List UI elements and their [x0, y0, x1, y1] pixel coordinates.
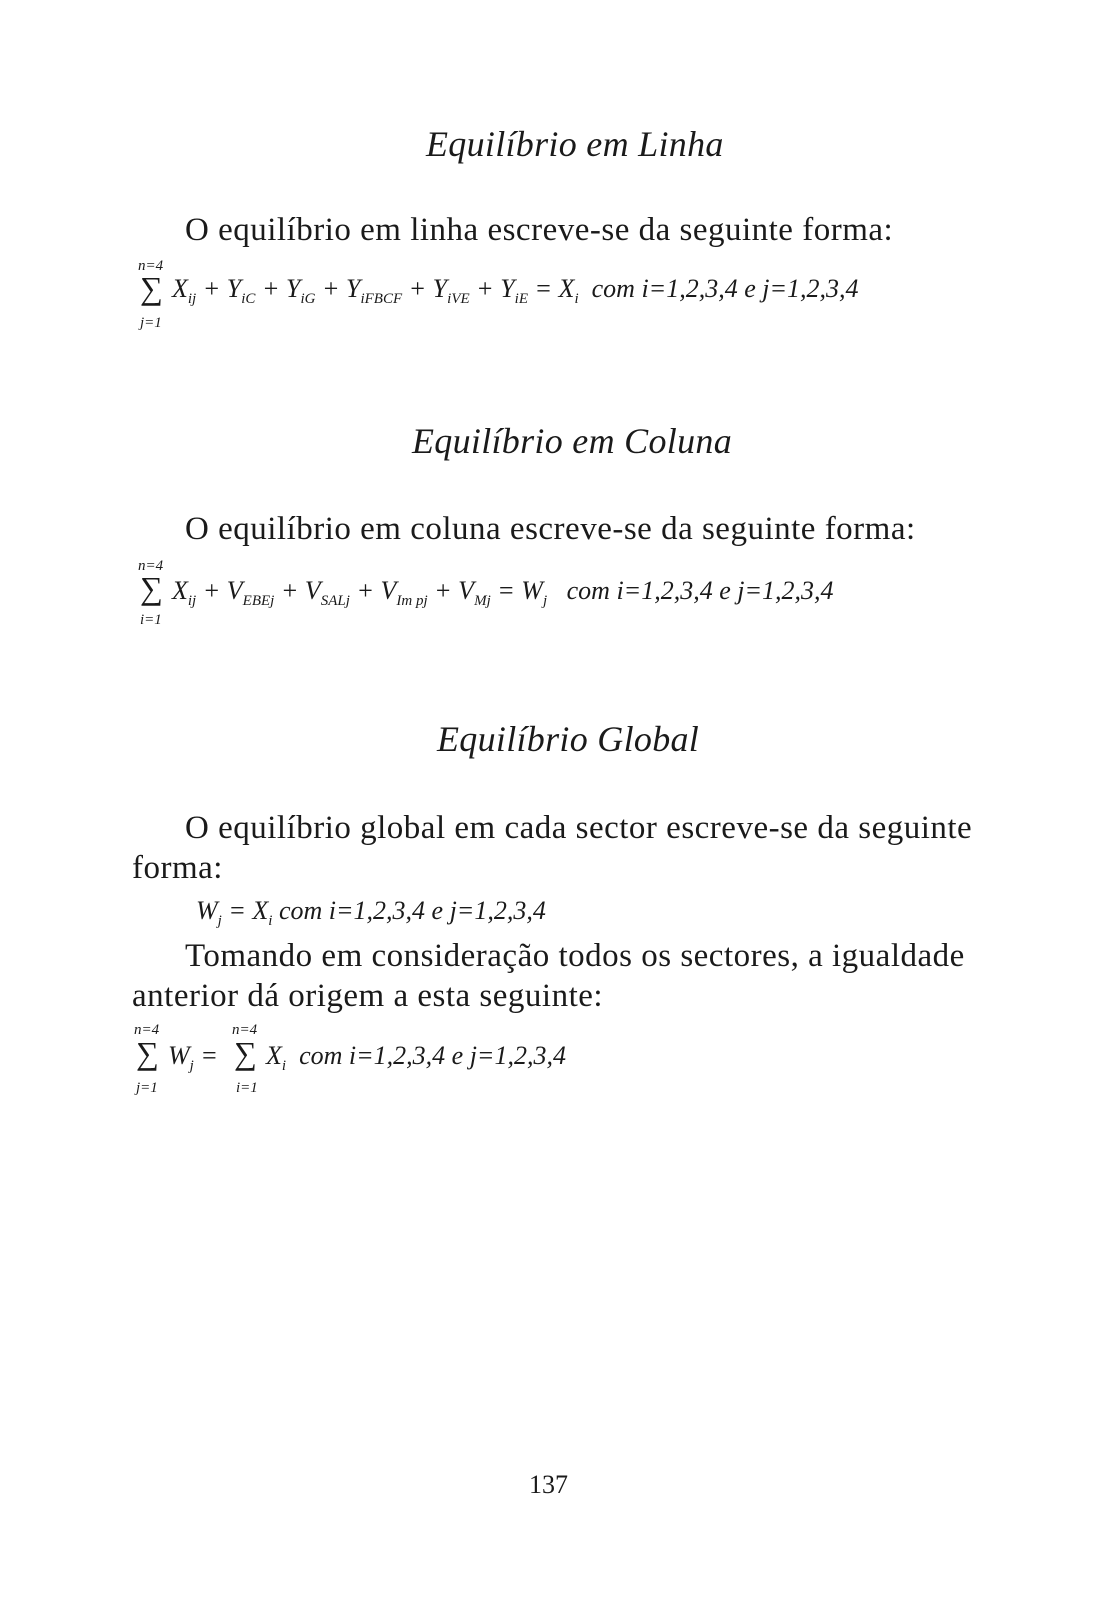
upper-limit-left: n=4	[134, 1022, 160, 1038]
section-intro-global: O equilíbrio global em cada sector escreve-se da seguinte	[185, 810, 973, 846]
sum-left: $W_j$ =	[168, 1041, 218, 1074]
sigma-icon: ∑	[140, 270, 163, 306]
equation-linha: $X_{ij} + Y_{iC} + Y_{iG} + Y_{iFBCF} + Y_{iVE} + Y_{iE} = X_i$ com i=1,2,3,4 e j=1,2,3,4	[172, 274, 859, 307]
section-intro-coluna: O equilíbrio em coluna escreve-se da seguinte forma:	[185, 511, 916, 547]
section-heading-linha: Equilíbrio em Linha	[426, 124, 724, 164]
page-number: 137	[529, 1470, 568, 1499]
equation-coluna: $X_{ij} + V_{EBEj} + V_{SALj} + V_{Im pj} + V_{Mj} = W_j$ com i=1,2,3,4 e j=1,2,3,4	[172, 576, 834, 609]
lower-limit-right: i=1	[236, 1080, 258, 1096]
equation-global: $W_j = X_i$ com i=1,2,3,4 e j=1,2,3,4	[196, 896, 546, 929]
equation-condition: com i=1,2,3,4 e j=1,2,3,4	[278, 896, 546, 925]
followup-paragraph: Tomando em consideração todos os sectores, a igualdade	[185, 938, 965, 974]
equation-condition: com i=1,2,3,4 e j=1,2,3,4	[566, 576, 834, 605]
followup-paragraph-cont: anterior dá origem a esta seguinte:	[132, 978, 604, 1014]
lower-limit-left: j=1	[136, 1080, 158, 1096]
upper-limit-right: n=4	[232, 1022, 258, 1038]
sum-right: $X_i$ com i=1,2,3,4 e j=1,2,3,4	[266, 1041, 566, 1074]
equation-condition: com i=1,2,3,4 e j=1,2,3,4	[299, 1041, 566, 1070]
sigma-icon: ∑	[140, 570, 163, 606]
upper-limit: n=4	[138, 558, 164, 574]
upper-limit: n=4	[138, 258, 164, 274]
equation-condition: com i=1,2,3,4 e j=1,2,3,4	[591, 274, 859, 303]
section-heading-coluna: Equilíbrio em Coluna	[412, 421, 732, 461]
lower-limit: i=1	[140, 612, 162, 628]
section-intro-global-cont: forma:	[132, 850, 223, 886]
sigma-icon: ∑	[136, 1035, 159, 1071]
section-intro-linha: O equilíbrio em linha escreve-se da seguinte forma:	[185, 212, 894, 248]
section-heading-global: Equilíbrio Global	[437, 719, 700, 759]
lower-limit: j=1	[140, 315, 162, 331]
sigma-icon: ∑	[234, 1035, 257, 1071]
